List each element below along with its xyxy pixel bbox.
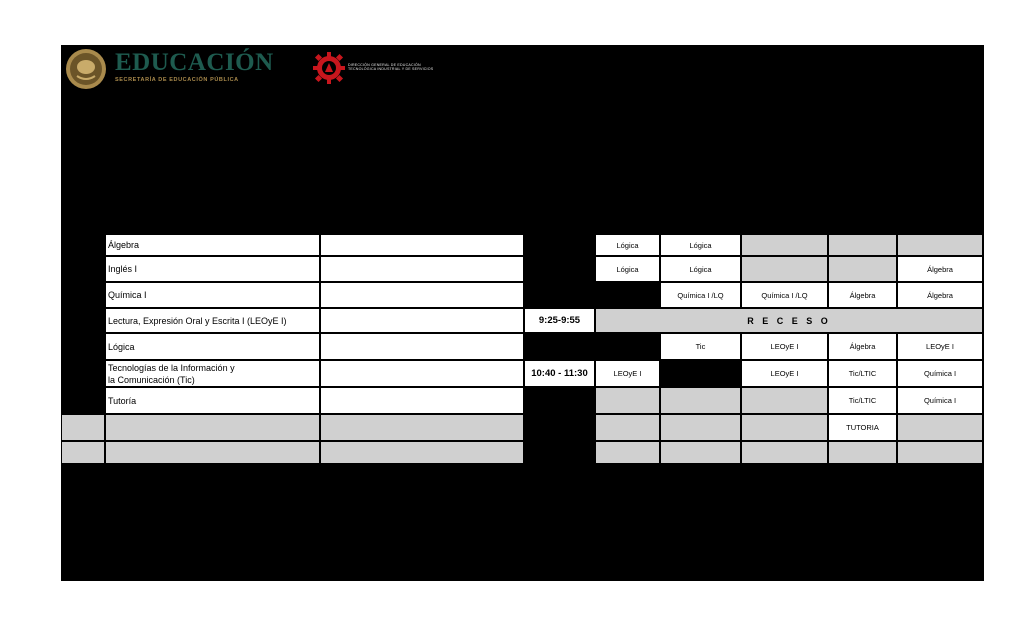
empty-cell xyxy=(742,442,827,463)
dgeti-line-2: TECNOLÓGICA INDUSTRIAL Y DE SERVICIOS xyxy=(348,67,434,72)
time-slot: 10:40 - 11:30 xyxy=(525,361,594,386)
teacher-cell xyxy=(321,361,523,386)
empty-cell xyxy=(661,442,740,463)
teacher-cell xyxy=(321,334,523,359)
class-cell: Tic/LTIC xyxy=(829,388,896,413)
class-cell: TUTORIA xyxy=(829,415,896,440)
recess-banner: R E C E S O xyxy=(596,309,982,332)
empty-cell xyxy=(829,235,896,255)
class-cell: Química I xyxy=(898,361,982,386)
subject-cell: Lectura, Expresión Oral y Escrita I (LEOyE I) xyxy=(106,309,319,332)
class-cell: Álgebra xyxy=(829,334,896,359)
empty-cell xyxy=(742,235,827,255)
class-cell: Tic/LTIC xyxy=(829,361,896,386)
empty-cell xyxy=(321,415,523,440)
subject-cell: Química I xyxy=(106,283,319,307)
empty-cell xyxy=(596,442,659,463)
class-cell: Química I /LQ xyxy=(661,283,740,307)
empty-cell xyxy=(829,442,896,463)
empty-cell xyxy=(829,257,896,281)
dgeti-caption xyxy=(348,63,433,72)
logo-title: EDUCACIÓN xyxy=(115,49,274,76)
empty-cell xyxy=(898,235,982,255)
time-slot: 9:25-9:55 xyxy=(525,309,594,332)
empty-cell xyxy=(742,388,827,413)
subject-cell: Lógica xyxy=(106,334,319,359)
empty-cell xyxy=(62,415,104,440)
empty-cell xyxy=(62,442,104,463)
mexico-coat-of-arms-icon xyxy=(65,48,107,90)
class-cell: Álgebra xyxy=(829,283,896,307)
empty-cell xyxy=(898,415,982,440)
class-cell: Álgebra xyxy=(898,257,982,281)
teacher-cell xyxy=(321,309,523,332)
empty-cell xyxy=(106,442,319,463)
dgeti-gear-icon xyxy=(311,50,347,86)
empty-cell xyxy=(898,442,982,463)
class-cell: Lógica xyxy=(596,257,659,281)
subject-cell: Tecnologías de la Información y la Comunicación (Tic) xyxy=(106,361,319,386)
empty-cell xyxy=(742,257,827,281)
teacher-cell xyxy=(321,388,523,413)
sep-logo xyxy=(115,50,274,83)
empty-cell xyxy=(321,442,523,463)
empty-cell xyxy=(106,415,319,440)
teacher-cell xyxy=(321,235,523,255)
empty-cell xyxy=(661,388,740,413)
class-cell: Química I xyxy=(898,388,982,413)
class-cell: Lógica xyxy=(661,257,740,281)
class-cell: LEOyE I xyxy=(742,334,827,359)
class-cell: LEOyE I xyxy=(898,334,982,359)
subject-cell: Álgebra xyxy=(106,235,319,255)
empty-cell xyxy=(742,415,827,440)
empty-cell xyxy=(661,415,740,440)
dgeti-line-1: DIRECCIÓN GENERAL DE EDUCACIÓN xyxy=(348,63,421,67)
class-cell: LEOyE I xyxy=(596,361,659,386)
class-cell: Química I /LQ xyxy=(742,283,827,307)
class-cell: Lógica xyxy=(596,235,659,255)
class-cell: Tic xyxy=(661,334,740,359)
subject-cell: Inglés I xyxy=(106,257,319,281)
class-cell: Lógica xyxy=(661,235,740,255)
teacher-cell xyxy=(321,283,523,307)
class-cell: LEOyE I xyxy=(742,361,827,386)
logo-subtitle: SECRETARÍA DE EDUCACIÓN PÚBLICA xyxy=(115,77,239,83)
subject-cell: Tutoría xyxy=(106,388,319,413)
teacher-cell xyxy=(321,257,523,281)
empty-cell xyxy=(596,388,659,413)
class-cell: Álgebra xyxy=(898,283,982,307)
empty-cell xyxy=(596,415,659,440)
